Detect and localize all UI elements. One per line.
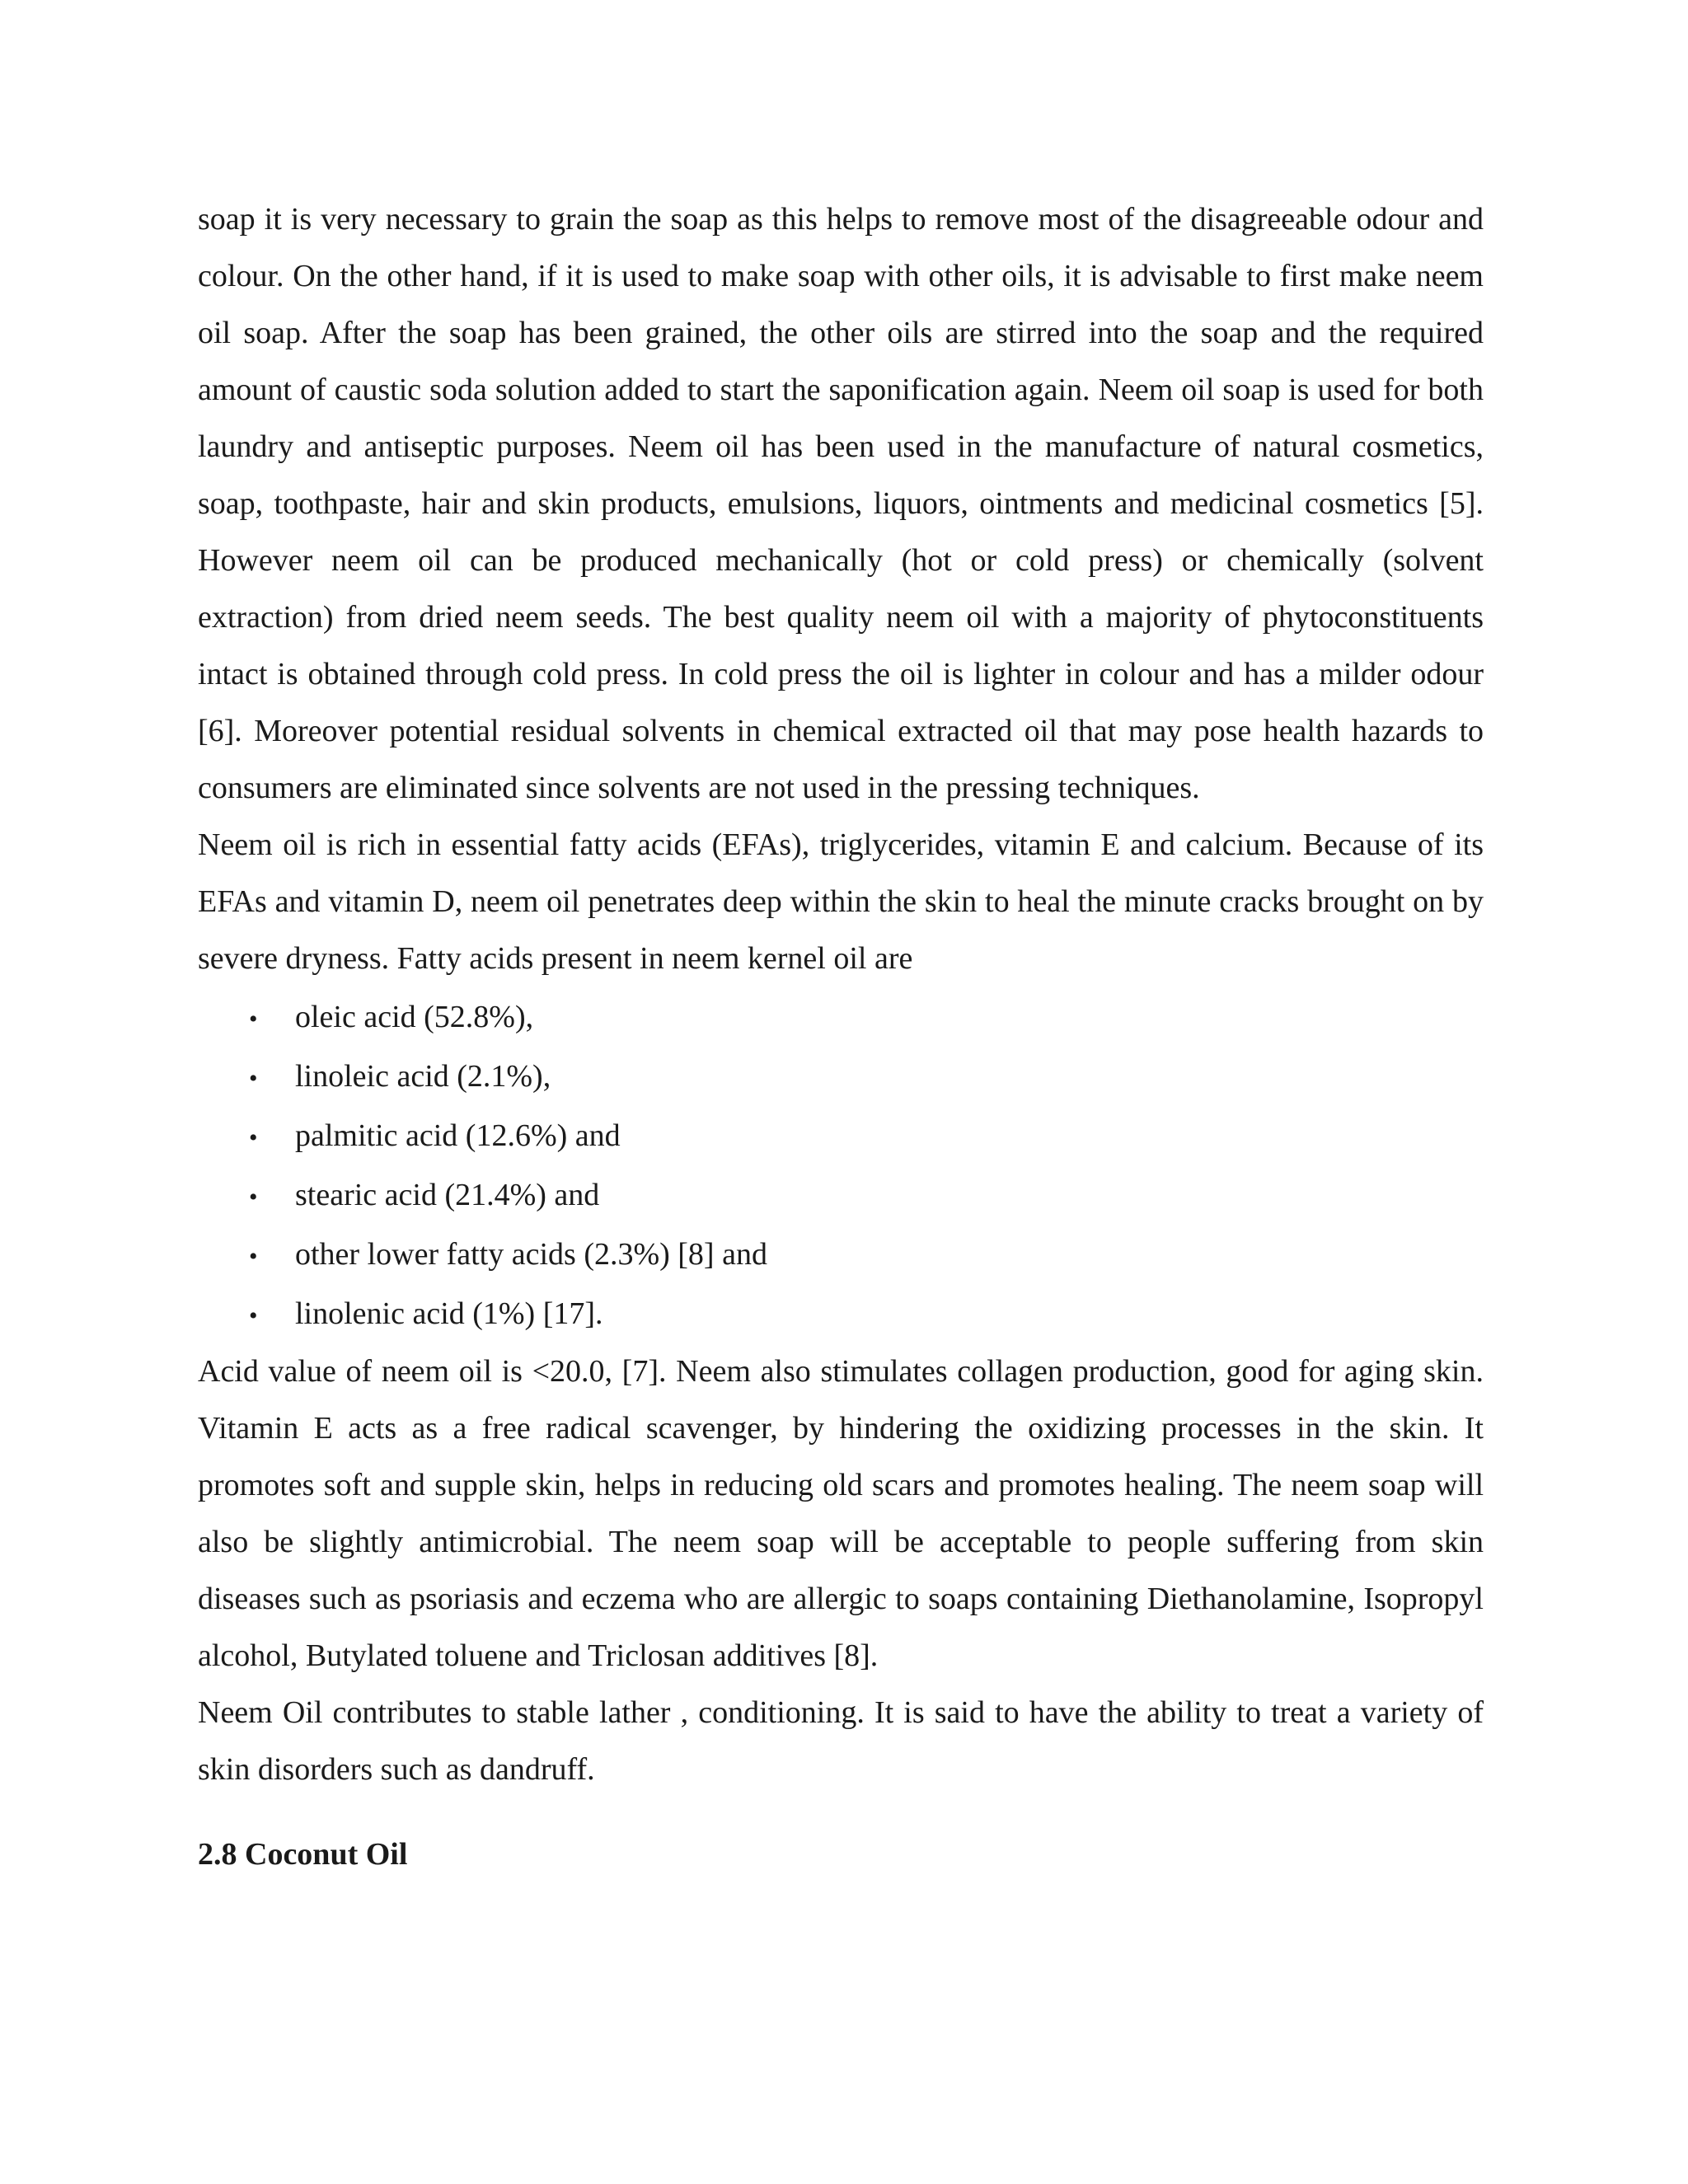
list-item-linolenic-acid — [198, 1286, 1484, 1345]
paragraph-neem-soap-production: soap it is very necessary to grain the soap as this helps to remove most of the disagreeable odour and colour. On the other hand, if it is used to make soap with other oils, it is advisable to first make neem oil soap. After the soap has been grained, the other oils are stirred into the soap and the required amount of caustic soda solution added to start the saponification again. Neem oil soap is used for both laundry and antiseptic purposes. Neem oil has been used in the manufacture of natural cosmetics, soap, toothpaste, hair and skin products, emulsions, liquors, ointments and medicinal cosmetics [5]. However neem oil can be produced mechanically (hot or cold press) or chemically (solvent extraction) from dried neem seeds. The best quality neem oil with a majority of phytoconstituents intact is obtained through cold press. In cold press the oil is lighter in colour and has a milder odour [6]. Moreover potential residual solvents in chemical extracted oil that may pose health hazards to consumers are eliminated since solvents are not used in the pressing techniques. — [198, 202, 1484, 805]
paragraph-neem-oil-composition: Neem oil is rich in essential fatty acids (EFAs), triglycerides, vitamin E and calcium. Because of its EFAs and vitamin D, neem oil penetrates deep within the skin to heal the minute cracks brought on by severe dryness. Fatty acids present in neem kernel oil are — [198, 827, 1484, 976]
fatty-acid-list — [198, 989, 1484, 1345]
list-item-other-fatty-acids — [198, 1226, 1484, 1286]
document-page — [198, 191, 1484, 1883]
list-item-text: linoleic acid (2.1%), — [295, 1059, 551, 1094]
list-item-text: stearic acid (21.4%) and — [295, 1178, 600, 1212]
list-item-text: other lower fatty acids (2.3%) [8] and — [295, 1237, 767, 1272]
list-item-palmitic-acid — [198, 1108, 1484, 1167]
list-item-text: palmitic acid (12.6%) and — [295, 1118, 621, 1153]
bullet-icon: • — [249, 1065, 258, 1092]
list-item-text: linolenic acid (1%) [17]. — [295, 1296, 603, 1331]
bullet-icon: • — [249, 1302, 258, 1329]
list-item-text: oleic acid (52.8%), — [295, 1000, 534, 1034]
bullet-icon: • — [249, 1124, 258, 1151]
section-heading-coconut-oil: 2.8 Coconut Oil — [198, 1837, 408, 1872]
bullet-icon: • — [249, 1005, 258, 1033]
list-item-linoleic-acid — [198, 1048, 1484, 1108]
paragraph-acid-value: Acid value of neem oil is <20.0, [7]. Neem also stimulates collagen production, good for aging skin. Vitamin E acts as a free radical scavenger, by hindering the oxidizing processes in the skin. It promotes soft and supple skin, helps in reducing old scars and promotes healing. The neem soap will also be slightly antimicrobial. The neem soap will be acceptable to people suffering from skin diseases such as psoriasis and eczema who are allergic to soaps containing Diethanolamine, Isopropyl alcohol, Butylated toluene and Triclosan additives [8]. — [198, 1354, 1484, 1673]
list-item-oleic-acid — [198, 989, 1484, 1048]
bullet-icon: • — [249, 1183, 258, 1211]
paragraph-neem-lather: Neem Oil contributes to stable lather , conditioning. It is said to have the ability to treat a variety of skin disorders such as dandruff. — [198, 1695, 1484, 1787]
list-item-stearic-acid — [198, 1167, 1484, 1226]
bullet-icon: • — [249, 1243, 258, 1270]
